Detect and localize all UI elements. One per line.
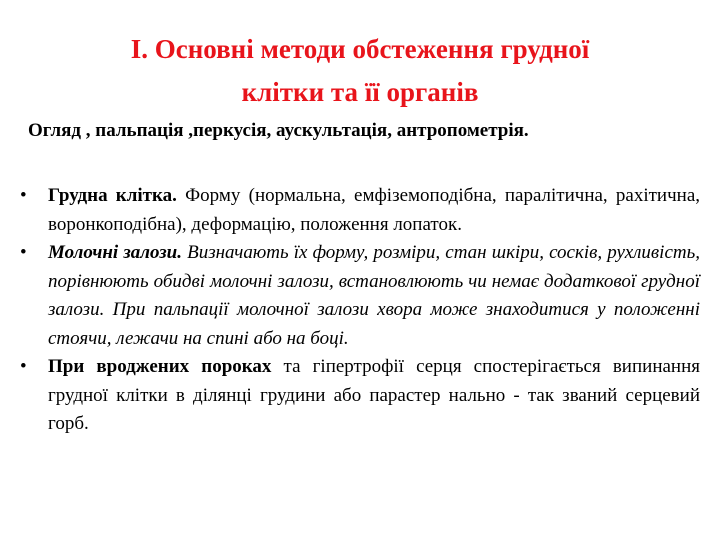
methods-subtitle: Огляд , пальпація ,перкусія, аускультація, антропометрія. <box>28 120 529 141</box>
bullet-term: Молочні залози. <box>48 242 182 263</box>
slide-title <box>60 28 660 114</box>
bullet-text: Визначають їх форму, розміри, стан шкіри, сосків, рухливість, порівнюють обидві молочні залози, встановлюють чи немає додаткової грудної залози. При пальпації молочної залози хвора може знаходитися у положенні стоячи, лежачи на спині або на боці. <box>48 242 701 349</box>
bullet-icon: • <box>20 356 27 377</box>
bullet-icon: • <box>20 185 27 206</box>
slide-title-line-2: клітки та її органів <box>241 77 479 107</box>
bullet-text: та гіпертрофії серця спостерігається випинання грудної клітки в ділянці грудини або парастер нально - так званий серцевий горб. <box>48 356 700 434</box>
bullet-term: Грудна клітка. <box>48 185 177 206</box>
bullet-item-congenital <box>20 353 700 439</box>
bullet-list <box>0 182 720 439</box>
bullet-text: Форму (нормальна, емфіземоподібна, паралітична, рахітична, воронкоподібна), деформацію, положення лопаток. <box>48 185 700 235</box>
bullet-term: При вроджених пороках <box>48 356 272 377</box>
bullet-item-mammary <box>20 239 701 353</box>
bullet-item-chest <box>20 182 700 239</box>
bullet-icon: • <box>20 242 27 263</box>
slide-title-line-1: I. Основні методи обстеження грудної <box>130 34 590 64</box>
